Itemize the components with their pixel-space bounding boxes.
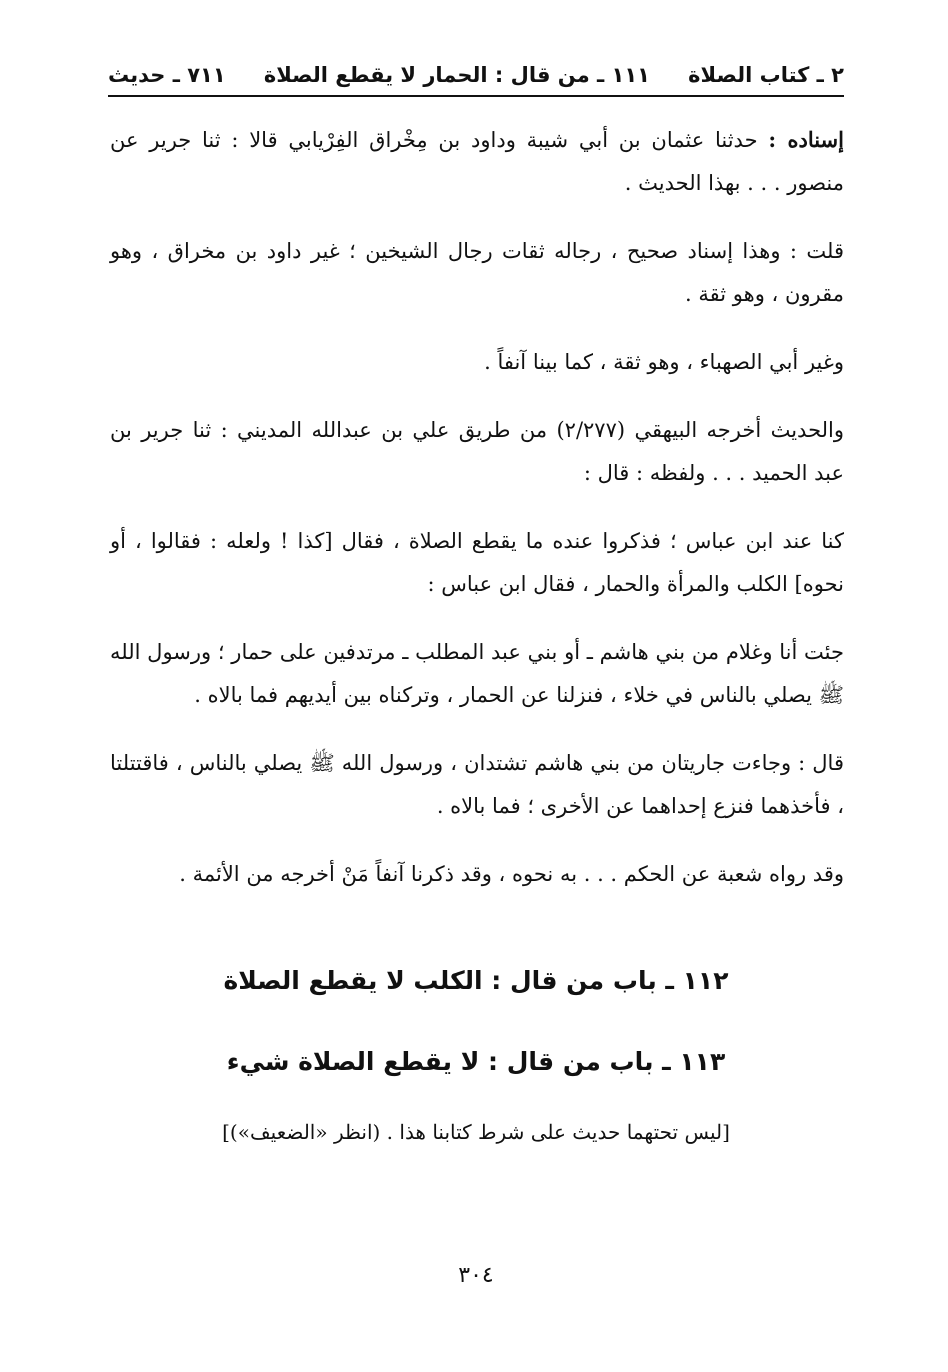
running-header	[108, 58, 844, 92]
body-text	[110, 118, 844, 921]
paragraph	[110, 520, 844, 606]
page-number: ٣٠٤	[458, 1263, 494, 1288]
paragraph	[110, 409, 844, 495]
paragraph-text: قال : وجاءت جاريتان من بني هاشم تشتدان ، ورسول الله ﷺ يصلي بالناس ، فاقتتلتا ، فأخذهما فنزع إحداهما عن الأخرى ؛ فما بالاه .	[110, 751, 844, 818]
paragraph	[110, 631, 844, 717]
paragraph-text: وغير أبي الصهباء ، وهو ثقة ، كما بينا آنفاً .	[484, 350, 844, 374]
header-book-title: ٢ ـ كتاب الصلاة	[688, 63, 844, 87]
paragraph-text: حدثنا عثمان بن أبي شيبة وداود بن مِخْراق الفِرْيابي قالا : ثنا جرير عن منصور . . . بهذا الحديث .	[110, 128, 844, 195]
paragraph	[110, 742, 844, 828]
paragraph-text: جئت أنا وغلام من بني هاشم ـ أو بني عبد المطلب ـ مرتدفين على حمار ؛ ورسول الله ﷺ يصلي بالناس في خلاء ، فنزلنا عن الحمار ، وتركناه بين أيديهم فما بالاه .	[110, 640, 844, 707]
header-chapter-title: ١١١ ـ من قال : الحمار لا يقطع الصلاة	[263, 63, 650, 87]
paragraph-text: وقد رواه شعبة عن الحكم . . . به نحوه ، وقد ذكرنا آنفاً مَنْ أخرجه من الأئمة .	[179, 862, 844, 886]
paragraph-text: كنا عند ابن عباس ؛ فذكروا عنده ما يقطع الصلاة ، فقال [كذا ! ولعله : فقالوا ، أو نحوه] الكلب والمرأة والحمار ، فقال ابن عباس :	[110, 529, 844, 596]
chapter-heading-113: ١١٣ ـ باب من قال : لا يقطع الصلاة شيء	[226, 1047, 726, 1076]
paragraph	[110, 341, 844, 384]
paragraph-text: والحديث أخرجه البيهقي (٢/٢٧٧) من طريق علي بن عبدالله المديني : ثنا جرير بن عبد الحميد . . . ولفظه : قال :	[110, 418, 844, 485]
editor-note: [ليس تحتهما حديث على شرط كتابنا هذا . (انظر «الضعيف»)]	[222, 1120, 730, 1144]
paragraph	[110, 853, 844, 896]
chapter-heading-112: ١١٢ ـ باب من قال : الكلب لا يقطع الصلاة	[223, 966, 729, 995]
paragraph	[110, 230, 844, 316]
paragraph	[110, 118, 844, 205]
header-hadith-number: ٧١١ ـ حديث	[108, 63, 226, 87]
header-rule	[108, 95, 844, 97]
paragraph-text: قلت : وهذا إسناد صحيح ، رجاله ثقات رجال الشيخين ؛ غير داود بن مخراق ، وهو مقرون ، وهو ثقة .	[110, 239, 844, 306]
paragraph-lead: إسناده :	[768, 127, 844, 152]
